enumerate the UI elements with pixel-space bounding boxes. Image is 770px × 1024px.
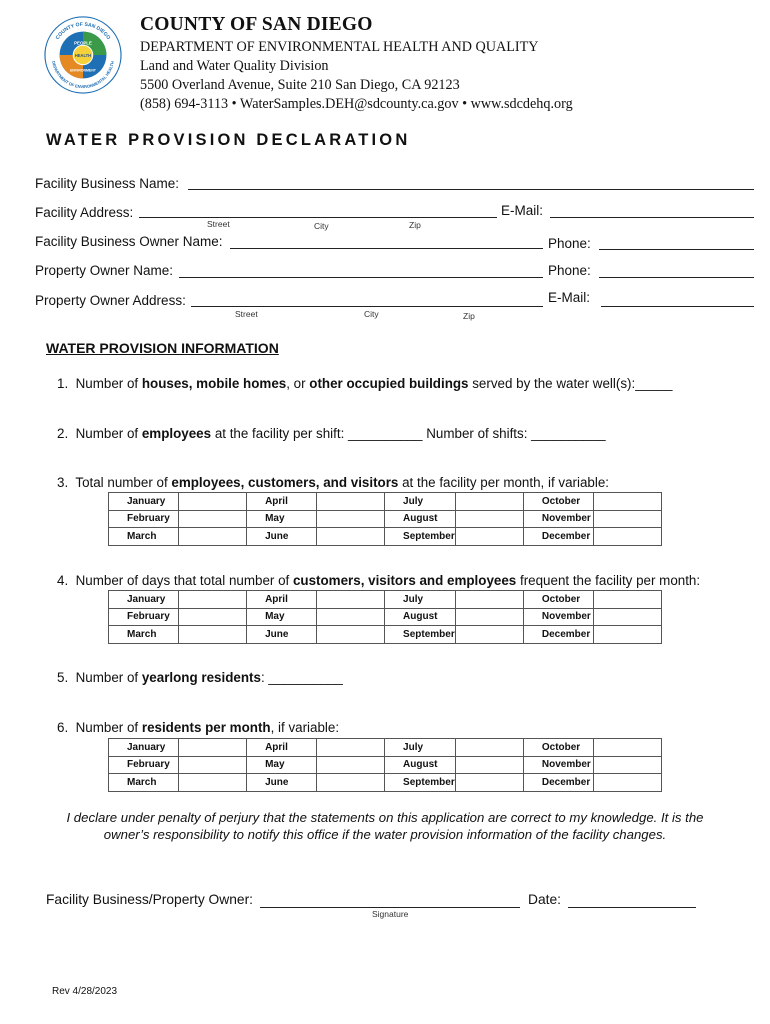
month-label-march: March	[109, 774, 179, 792]
city-sublabel: City	[364, 309, 379, 319]
month-input[interactable]	[455, 591, 523, 609]
office-address: 5500 Overland Avenue, Suite 210 San Diego, CA 92123	[140, 77, 460, 93]
month-label-september: September	[385, 626, 456, 644]
facility-email-field[interactable]	[550, 217, 754, 218]
office-contact: (858) 694-3113 • WaterSamples.DEH@sdcounty.ca.gov • www.sdcdehq.org	[140, 96, 573, 112]
month-label-november: November	[523, 510, 593, 528]
question-5: 5. Number of yearlong residents: __________	[57, 670, 343, 685]
month-input[interactable]	[593, 591, 661, 609]
month-label-may: May	[247, 756, 317, 774]
department-name: DEPARTMENT OF ENVIRONMENTAL HEALTH AND QUALITY	[140, 39, 539, 55]
question-4: 4. Number of days that total number of customers, visitors and employees frequent the facility per month:	[57, 573, 701, 588]
month-label-may: May	[247, 510, 317, 528]
month-label-february: February	[109, 510, 179, 528]
month-input[interactable]	[316, 528, 384, 546]
month-label-march: March	[109, 626, 179, 644]
signature-field[interactable]	[260, 907, 520, 908]
month-input[interactable]	[455, 528, 523, 546]
property-address-label: Property Owner Address:	[35, 293, 186, 308]
month-label-november: November	[523, 608, 593, 626]
month-label-april: April	[247, 493, 317, 511]
month-input[interactable]	[316, 739, 384, 757]
perjury-declaration	[30, 809, 740, 843]
date-field[interactable]	[568, 907, 696, 908]
month-input[interactable]	[178, 774, 246, 792]
question-1: 1. Number of houses, mobile homes, or other occupied buildings served by the water well(s):_____	[57, 376, 673, 391]
declaration-line-2: owner’s responsibility to notify this office if the water provision information of the facility changes.	[103, 827, 667, 842]
month-label-may: May	[247, 608, 317, 626]
month-input[interactable]	[455, 774, 523, 792]
owner-signature-label: Facility Business/Property Owner:	[46, 892, 254, 907]
zip-sublabel: Zip	[409, 220, 421, 230]
zip-sublabel: Zip	[463, 311, 475, 321]
division-name: Land and Water Quality Division	[140, 58, 329, 74]
date-label: Date:	[528, 892, 561, 907]
month-input[interactable]	[316, 774, 384, 792]
month-input[interactable]	[178, 626, 246, 644]
q6-months-table	[108, 738, 662, 792]
month-label-february: February	[109, 756, 179, 774]
month-label-september: September	[385, 774, 456, 792]
month-label-december: December	[523, 528, 593, 546]
month-input[interactable]	[178, 493, 246, 511]
month-input[interactable]	[316, 608, 384, 626]
form-title: WATER PROVISION DECLARATION	[46, 131, 411, 149]
month-input[interactable]	[593, 528, 661, 546]
revision-date: Rev 4/28/2023	[52, 986, 118, 997]
property-phone-field[interactable]	[599, 277, 754, 278]
month-input[interactable]	[178, 608, 246, 626]
month-label-october: October	[523, 739, 593, 757]
month-input[interactable]	[455, 739, 523, 757]
month-input[interactable]	[178, 528, 246, 546]
property-phone-label: Phone:	[548, 263, 591, 278]
month-label-january: January	[109, 739, 179, 757]
month-input[interactable]	[593, 493, 661, 511]
month-input[interactable]	[455, 510, 523, 528]
month-input[interactable]	[455, 756, 523, 774]
month-label-september: September	[385, 528, 456, 546]
month-input[interactable]	[316, 493, 384, 511]
property-owner-label: Property Owner Name:	[35, 263, 174, 278]
svg-text:PEOPLE: PEOPLE	[74, 40, 92, 46]
owner-phone-field[interactable]	[599, 249, 754, 250]
business-name-label: Facility Business Name:	[35, 176, 180, 191]
svg-text:ENVIRONMENT: ENVIRONMENT	[70, 68, 96, 73]
city-sublabel: City	[314, 221, 329, 231]
month-label-july: July	[385, 739, 456, 757]
month-label-february: February	[109, 608, 179, 626]
month-input[interactable]	[593, 626, 661, 644]
month-label-august: August	[385, 510, 456, 528]
month-label-july: July	[385, 591, 456, 609]
street-sublabel: Street	[235, 309, 258, 319]
month-input[interactable]	[593, 739, 661, 757]
month-input[interactable]	[455, 608, 523, 626]
month-label-november: November	[523, 756, 593, 774]
month-label-march: March	[109, 528, 179, 546]
county-name: COUNTY OF SAN DIEGO	[140, 14, 373, 35]
month-label-april: April	[247, 739, 317, 757]
month-input[interactable]	[316, 756, 384, 774]
month-input[interactable]	[178, 591, 246, 609]
month-input[interactable]	[178, 510, 246, 528]
owner-phone-label: Phone:	[548, 236, 591, 251]
svg-text:HEALTH: HEALTH	[74, 52, 92, 58]
property-email-label: E-Mail:	[548, 290, 591, 305]
question-6: 6. Number of residents per month, if variable:	[57, 720, 340, 735]
q4-months-table	[108, 590, 662, 644]
question-3: 3. Total number of employees, customers, and visitors at the facility per month, if variable:	[57, 475, 610, 490]
svg-text:DEPARTMENT OF ENVIRONMENTAL HE: DEPARTMENT OF ENVIRONMENTAL HEALTH	[51, 60, 115, 90]
street-sublabel: Street	[207, 219, 230, 229]
month-label-june: June	[247, 626, 317, 644]
property-address-field[interactable]	[191, 306, 543, 307]
facility-address-label: Facility Address:	[35, 205, 134, 220]
month-label-december: December	[523, 774, 593, 792]
month-label-august: August	[385, 756, 456, 774]
month-label-june: June	[247, 774, 317, 792]
month-label-june: June	[247, 528, 317, 546]
month-input[interactable]	[593, 756, 661, 774]
month-input[interactable]	[316, 510, 384, 528]
facility-email-label: E-Mail:	[501, 203, 544, 218]
facility-address-field[interactable]	[139, 217, 497, 218]
month-label-october: October	[523, 591, 593, 609]
q3-months-table	[108, 492, 662, 546]
business-owner-field[interactable]	[230, 248, 543, 249]
signature-sublabel: Signature	[372, 909, 409, 919]
month-input[interactable]	[316, 626, 384, 644]
month-input[interactable]	[178, 756, 246, 774]
month-label-december: December	[523, 626, 593, 644]
month-input[interactable]	[455, 493, 523, 511]
business-owner-label: Facility Business Owner Name:	[35, 234, 223, 249]
declaration-line-1: I declare under penalty of perjury that the statements on this application are correct to my knowledge. It is the	[66, 810, 704, 825]
svg-text:COUNTY OF SAN DIEGO: COUNTY OF SAN DIEGO	[54, 21, 112, 41]
month-input[interactable]	[178, 739, 246, 757]
question-2: 2. Number of employees at the facility per shift: __________ Number of shifts: __________	[57, 426, 606, 441]
month-input[interactable]	[593, 608, 661, 626]
month-label-october: October	[523, 493, 593, 511]
property-email-field[interactable]	[601, 306, 754, 307]
month-label-july: July	[385, 493, 456, 511]
month-input[interactable]	[316, 591, 384, 609]
month-input[interactable]	[593, 774, 661, 792]
month-input[interactable]	[593, 510, 661, 528]
section-title: WATER PROVISION INFORMATION	[46, 340, 279, 356]
county-seal-logo	[44, 16, 122, 94]
month-label-april: April	[247, 591, 317, 609]
month-input[interactable]	[455, 626, 523, 644]
property-owner-field[interactable]	[179, 277, 543, 278]
business-name-field[interactable]	[188, 189, 754, 190]
month-label-january: January	[109, 591, 179, 609]
month-label-january: January	[109, 493, 179, 511]
month-label-august: August	[385, 608, 456, 626]
